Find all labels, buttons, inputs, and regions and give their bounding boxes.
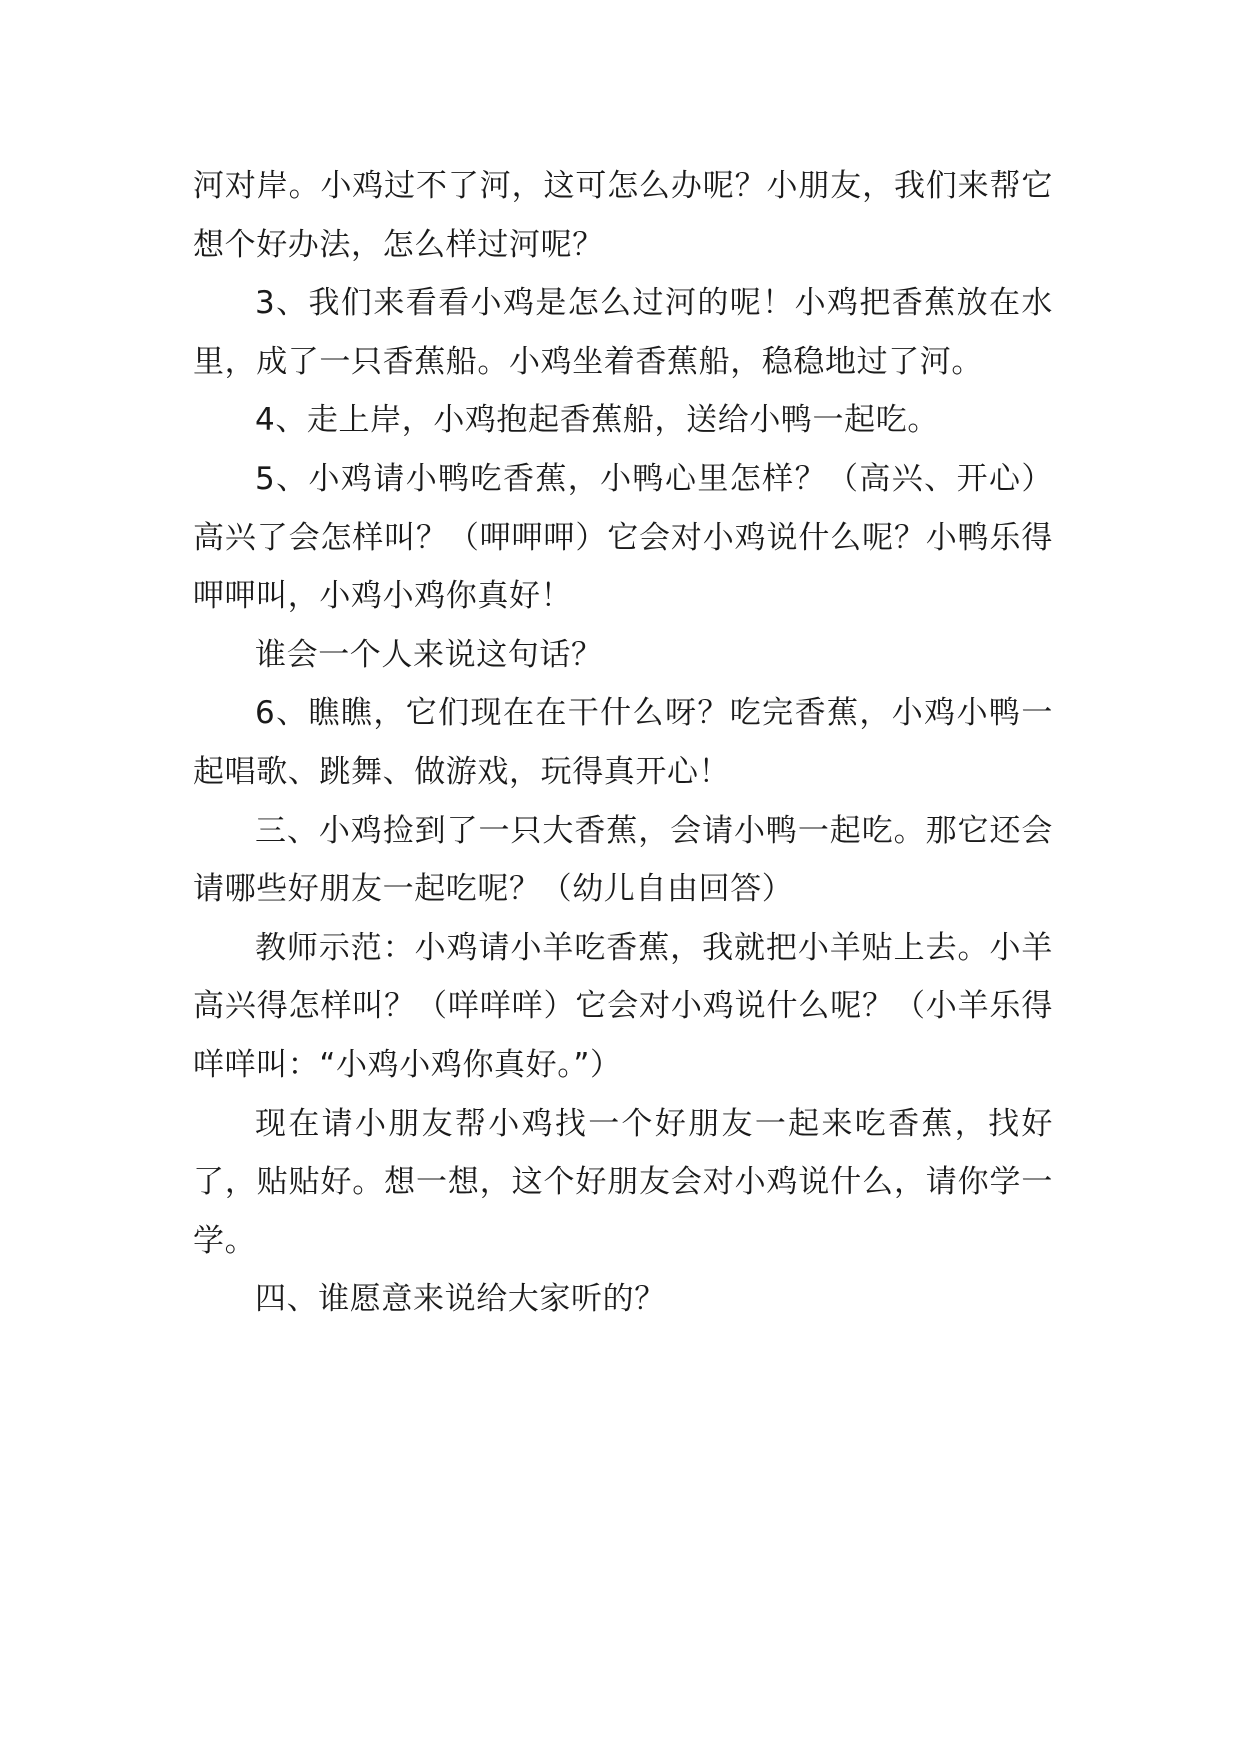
paragraph: 四、谁愿意来说给大家听的？ — [255, 1281, 666, 1318]
paragraph: 5、小鸡请小鸭吃香蕉，小鸭心里怎样？（高兴、开心）高兴了会怎样叫？（呷呷呷）它会对小鸡说什么呢？小鸭乐得呷呷叫，小鸡小鸡你真好！ — [193, 460, 1053, 615]
paragraph: 6、瞧瞧，它们现在在干什么呀？吃完香蕉，小鸡小鸭一起唱歌、跳舞、做游戏，玩得真开心！ — [193, 695, 1053, 790]
paragraph: 教师示范：小鸡请小羊吃香蕉，我就把小羊贴上去。小羊高兴得怎样叫？（咩咩咩）它会对小鸡说什么呢？（小羊乐得咩咩叫：“小鸡小鸡你真好。”） — [193, 929, 1053, 1083]
paragraph: 河对岸。小鸡过不了河，这可怎么办呢？小朋友，我们来帮它想个好办法，怎么样过河呢？ — [193, 168, 1053, 263]
paragraph: 现在请小朋友帮小鸡找一个好朋友一起来吃香蕉，找好了，贴贴好。想一想，这个好朋友会对小鸡说什么，请你学一学。 — [193, 1105, 1053, 1259]
document-body — [193, 157, 1053, 1329]
paragraph: 谁会一个人来说这句话？ — [255, 636, 603, 673]
paragraph: 三、小鸡捡到了一只大香蕉，会请小鸭一起吃。那它还会请哪些好朋友一起吃呢？（幼儿自由回答） — [193, 812, 1053, 908]
paragraph: 4、走上岸，小鸡抱起香蕉船，送给小鸭一起吃。 — [255, 402, 939, 439]
paragraph: 3、我们来看看小鸡是怎么过河的呢！小鸡把香蕉放在水里，成了一只香蕉船。小鸡坐着香蕉船，稳稳地过了河。 — [193, 285, 1053, 380]
